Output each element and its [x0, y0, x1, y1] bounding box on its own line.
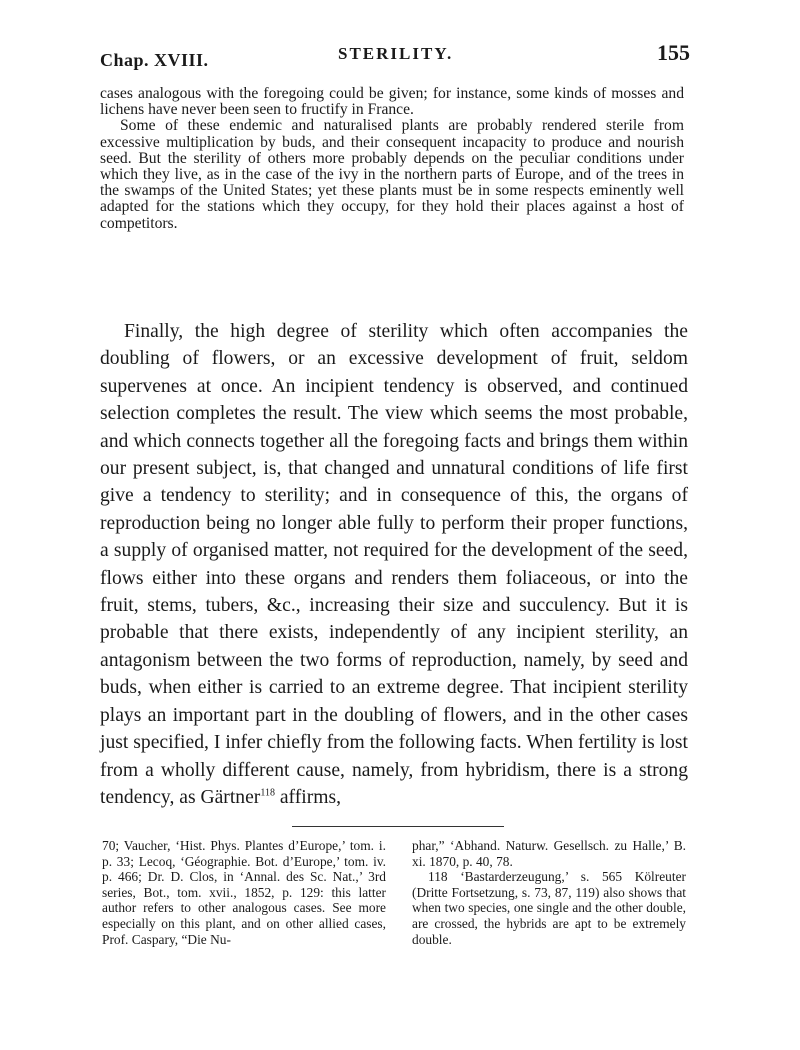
- small-type-passage: [100, 86, 684, 232]
- small-paragraph-2: Some of these endemic and naturalised plants are probably rendered sterile from excessive multiplication by buds, and their consequent incapacity to produce and nourish seed. But the sterility of others more probably depends on the peculiar conditions under which they live, as in the case of the ivy in the northern parts of Europe, and of the trees in the swamps of the United States; yet these plants must be in some respects eminently well adapted for the stations which they occupy, for they hold their places against a host of competitors.: [100, 117, 684, 232]
- page-number: 155: [657, 40, 690, 65]
- footnote-118: 118 ‘Bastarderzeugung,’ s. 565 Kölreuter (Dritte Fortsetzung, s. 73, 87, 119) also shows that when two species, one single and the other double, are crossed, the hybrids are apt to be extremely double.: [412, 869, 686, 947]
- footnote-ref-118: 118: [260, 787, 275, 799]
- footnote-continuation: 70; Vaucher, ‘Hist. Phys. Plantes d’Europe,’ tom. i. p. 33; Lecoq, ‘Géographie. Bot. d’Europe,’ tom. iv. p. 466; Dr. D. Clos, in ‘Annal. des Sc. Nat.,’ 3rd series, Bot., tom. xvii., 1852, p. 129: this latter author refers to other analogous cases. See more especially on this plant, and on other allied cases, Prof. Caspary, “Die Nu-: [102, 838, 386, 947]
- footnote-continuation-right: phar,” ‘Abhand. Naturw. Gesellsch. zu Halle,’ B. xi. 1870, p. 40, 78.: [412, 838, 686, 869]
- main-paragraph-end: affirms,: [274, 786, 341, 808]
- running-header: [100, 38, 690, 78]
- main-text: [100, 318, 688, 811]
- small-paragraph-1: cases analogous with the foregoing could be given; for instance, some kinds of mosses and lichens have never been seen to fructify in France.: [100, 85, 684, 119]
- chapter-label: Chap. XVIII.: [100, 50, 209, 70]
- footnote-column-left: [102, 838, 386, 947]
- main-paragraph-text: Finally, the high degree of sterility which often accompanies the doubling of flowers, or an excessive development of fruit, seldom supervenes at once. An incipient tendency is observed, and continued selection completes the result. The view which seems the most probable, and which connects together all the foregoing facts and brings them within our present subject, is, that changed and unnatural conditions of life first give a tendency to sterility; and in consequence of this, the organs of reproduction being no longer able fully to perform their proper functions, a supply of organised matter, not required for the development of the seed, flows either into these organs and renders them foliaceous, or into the fruit, stems, tubers, &c., increasing their size and succulency. But it is probable that there exists, independently of any incipient sterility, an antagonism between the two forms of reproduction, namely, by seed and buds, when either is carried to an extreme degree. That incipient sterility plays an important part in the doubling of flowers, and in the other cases just specified, I infer chiefly from the following facts. When fertility is lost from a wholly different cause, namely, from hybridism, there is a strong tendency, as Gärtner: [100, 321, 688, 808]
- footnote-column-right: [412, 838, 686, 947]
- main-paragraph: [100, 318, 688, 811]
- running-title: STERILITY.: [338, 44, 454, 63]
- footnote-divider: [292, 826, 504, 827]
